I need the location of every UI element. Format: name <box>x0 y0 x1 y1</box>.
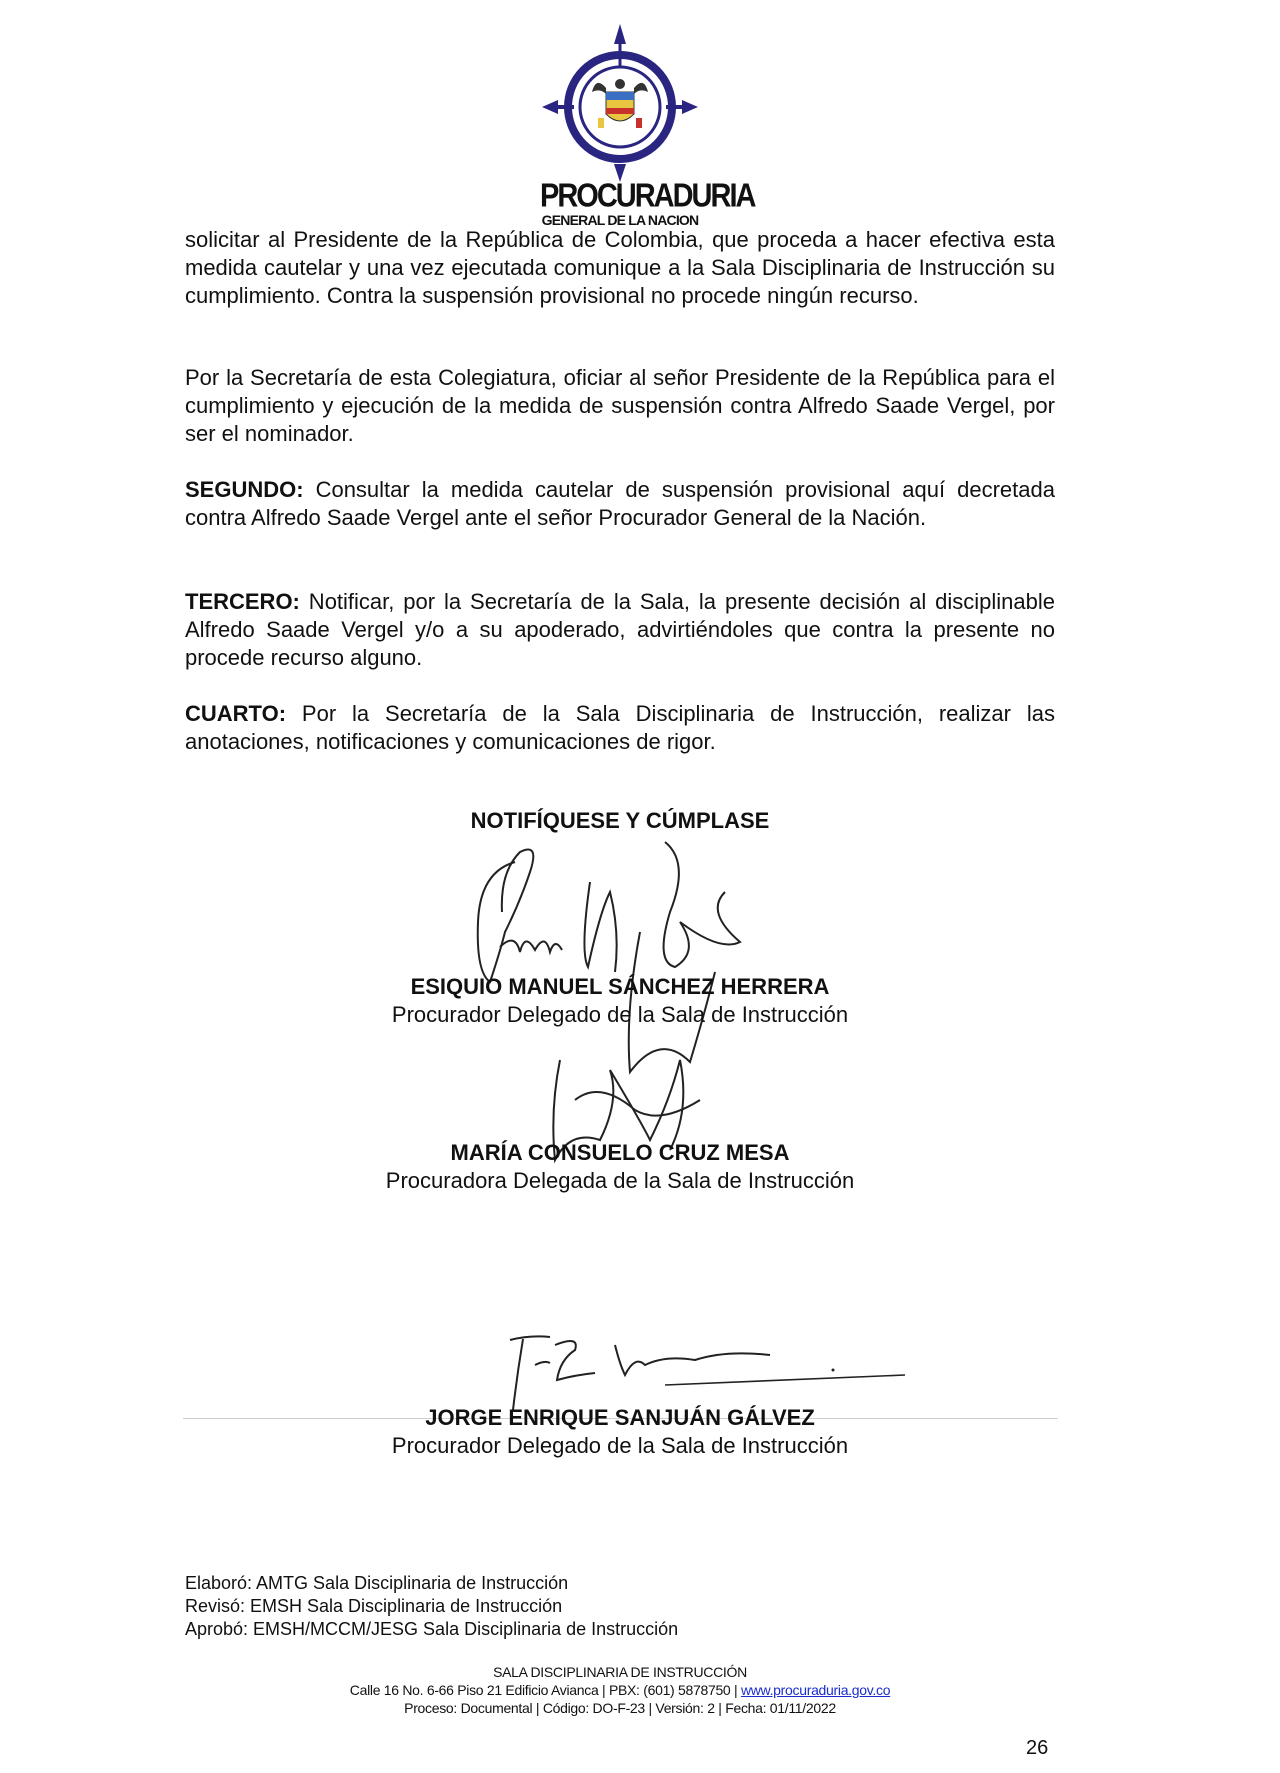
segundo-text: Consultar la medida cautelar de suspensión provisional aquí decretada contra Alfredo Saade Vergel ante el señor Procurador General de la Nación. <box>185 477 1055 530</box>
procuraduria-logo <box>540 22 755 228</box>
paragraph-segundo <box>185 476 1055 532</box>
footer-process: Proceso: Documental | Código: DO-F-23 | Versión: 2 | Fecha: 01/11/2022 <box>404 1700 836 1716</box>
credit-elaboro: Elaboró: AMTG Sala Disciplinaria de Instrucción <box>185 1573 569 1593</box>
closing-formula: NOTIFÍQUESE Y CÚMPLASE <box>470 808 770 833</box>
paragraph-tercero <box>185 588 1055 672</box>
signatory-1-name: ESIQUIO MANUEL SÁNCHEZ HERRERA <box>410 974 830 999</box>
footer-website-link[interactable]: www.procuraduria.gov.co <box>740 1682 891 1698</box>
footer-office: SALA DISCIPLINARIA DE INSTRUCCIÓN <box>493 1664 747 1680</box>
paragraph-1: solicitar al Presidente de la República de Colombia, que proceda a hacer efectiva esta medida cautelar y una vez ejecutada comunique a la Sala Disciplinaria de Instrucción su cumplimiento. Contra la suspensión provisional no procede ningún recurso. <box>185 227 1055 308</box>
credit-aprobo: Aprobó: EMSH/MCCM/JESG Sala Disciplinaria de Instrucción <box>185 1619 679 1639</box>
credit-reviso: Revisó: EMSH Sala Disciplinaria de Instrucción <box>185 1596 563 1616</box>
signatory-2-role: Procuradora Delegada de la Sala de Instrucción <box>385 1168 855 1193</box>
signatory-1-role: Procurador Delegado de la Sala de Instrucción <box>391 1002 849 1027</box>
segundo-label: SEGUNDO: <box>185 477 304 502</box>
cuarto-text: Por la Secretaría de la Sala Disciplinaria de Instrucción, realizar las anotaciones, notificaciones y comunicaciones de rigor. <box>185 701 1055 754</box>
signatory-2-name: MARÍA CONSUELO CRUZ MESA <box>450 1140 790 1165</box>
tercero-text: Notificar, por la Secretaría de la Sala, la presente decisión al disciplinable Alfredo Saade Vergel y/o a su apoderado, advirtiéndoles que contra la presente no procede recurso alguno. <box>185 589 1055 670</box>
footer-address: Calle 16 No. 6-66 Piso 21 Edificio Avianca | PBX: (601) 5878750 | <box>349 1682 741 1698</box>
signatory-3-role: Procurador Delegado de la Sala de Instrucción <box>391 1433 849 1458</box>
cuarto-label: CUARTO: <box>185 701 287 726</box>
paragraph-2: Por la Secretaría de esta Colegiatura, oficiar al señor Presidente de la República para el cumplimiento y ejecución de la medida de suspensión contra Alfredo Saade Vergel, por ser el nominador. <box>185 365 1055 446</box>
logo-title: PROCURADURIA <box>540 177 755 215</box>
tercero-label: TERCERO: <box>185 589 300 614</box>
page-number: 26 <box>1026 1737 1049 1759</box>
footer-address-line <box>0 1682 1240 1698</box>
paragraph-cuarto <box>185 700 1055 756</box>
logo-subtitle: GENERAL DE LA NACION <box>541 212 699 228</box>
signatory-3-name: JORGE ENRIQUE SANJUÁN GÁLVEZ <box>425 1405 815 1430</box>
